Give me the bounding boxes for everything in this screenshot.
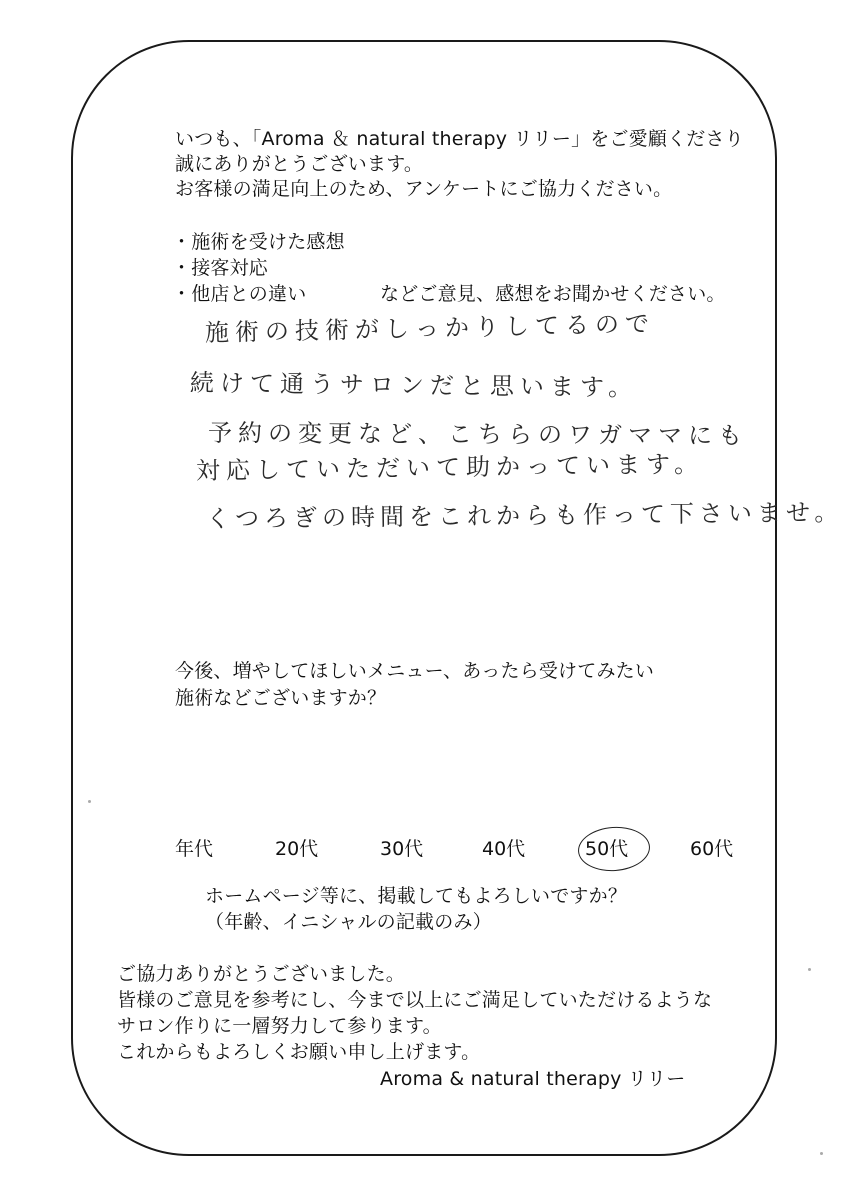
topic-comparison: ・他店との違い xyxy=(172,283,307,305)
age-option-30s: 30代 xyxy=(380,838,424,860)
age-label: 年代 xyxy=(175,838,214,860)
scan-speck xyxy=(808,968,811,971)
question2-line-1: 今後、増やしてほしいメニュー、あったら受けてみたい xyxy=(175,660,655,682)
closing-line-2: 皆様のご意見を参考にし、今まで以上にご満足していただけるような xyxy=(117,989,713,1011)
closing-line-4: これからもよろしくお願い申し上げます。 xyxy=(117,1041,481,1063)
age-option-50s: 50代 xyxy=(585,838,629,860)
publish-note: （年齢、イニシャルの記載のみ） xyxy=(205,911,492,933)
handwritten-answer-line-3: 予約の変更など、こちらのワガママにも xyxy=(207,419,749,450)
age-option-20s: 20代 xyxy=(275,838,319,860)
scan-speck xyxy=(88,800,91,803)
intro-line-2: 誠にありがとうございます。 xyxy=(175,153,424,175)
age-option-60s: 60代 xyxy=(690,838,734,860)
handwritten-answer-line-2: 続けて通うサロンだと思います。 xyxy=(189,369,639,402)
topic-service: ・接客対応 xyxy=(172,257,269,279)
intro-line-1: いつも、「Aroma ＆ natural therapy リリー」をご愛顧くださり xyxy=(175,128,744,150)
handwritten-answer-line-4: 対応していただいて助かっています。 xyxy=(195,449,705,485)
intro-line-3: お客様の満足向上のため、アンケートにご協力ください。 xyxy=(175,178,673,200)
scan-speck xyxy=(820,1152,823,1155)
publish-question: ホームページ等に、掲載してもよろしいですか？ xyxy=(205,885,628,907)
topic-impression: ・施術を受けた感想 xyxy=(172,231,345,253)
handwritten-answer-line-5: くつろぎの時間をこれからも作って下さいませ。 xyxy=(205,498,844,533)
topics-prompt: などご意見、感想をお聞かせください。 xyxy=(380,283,726,305)
closing-line-3: サロン作りに一層努力して参ります。 xyxy=(117,1015,442,1037)
handwritten-answer-line-1: 施術の技術がしっかりしてるので xyxy=(204,309,656,347)
closing-line-1: ご協力ありがとうございました。 xyxy=(117,963,406,985)
closing-signature: Aroma & natural therapy リリー xyxy=(380,1068,686,1090)
question2-line-2: 施術などございますか？ xyxy=(175,687,387,709)
age-option-40s: 40代 xyxy=(482,838,526,860)
